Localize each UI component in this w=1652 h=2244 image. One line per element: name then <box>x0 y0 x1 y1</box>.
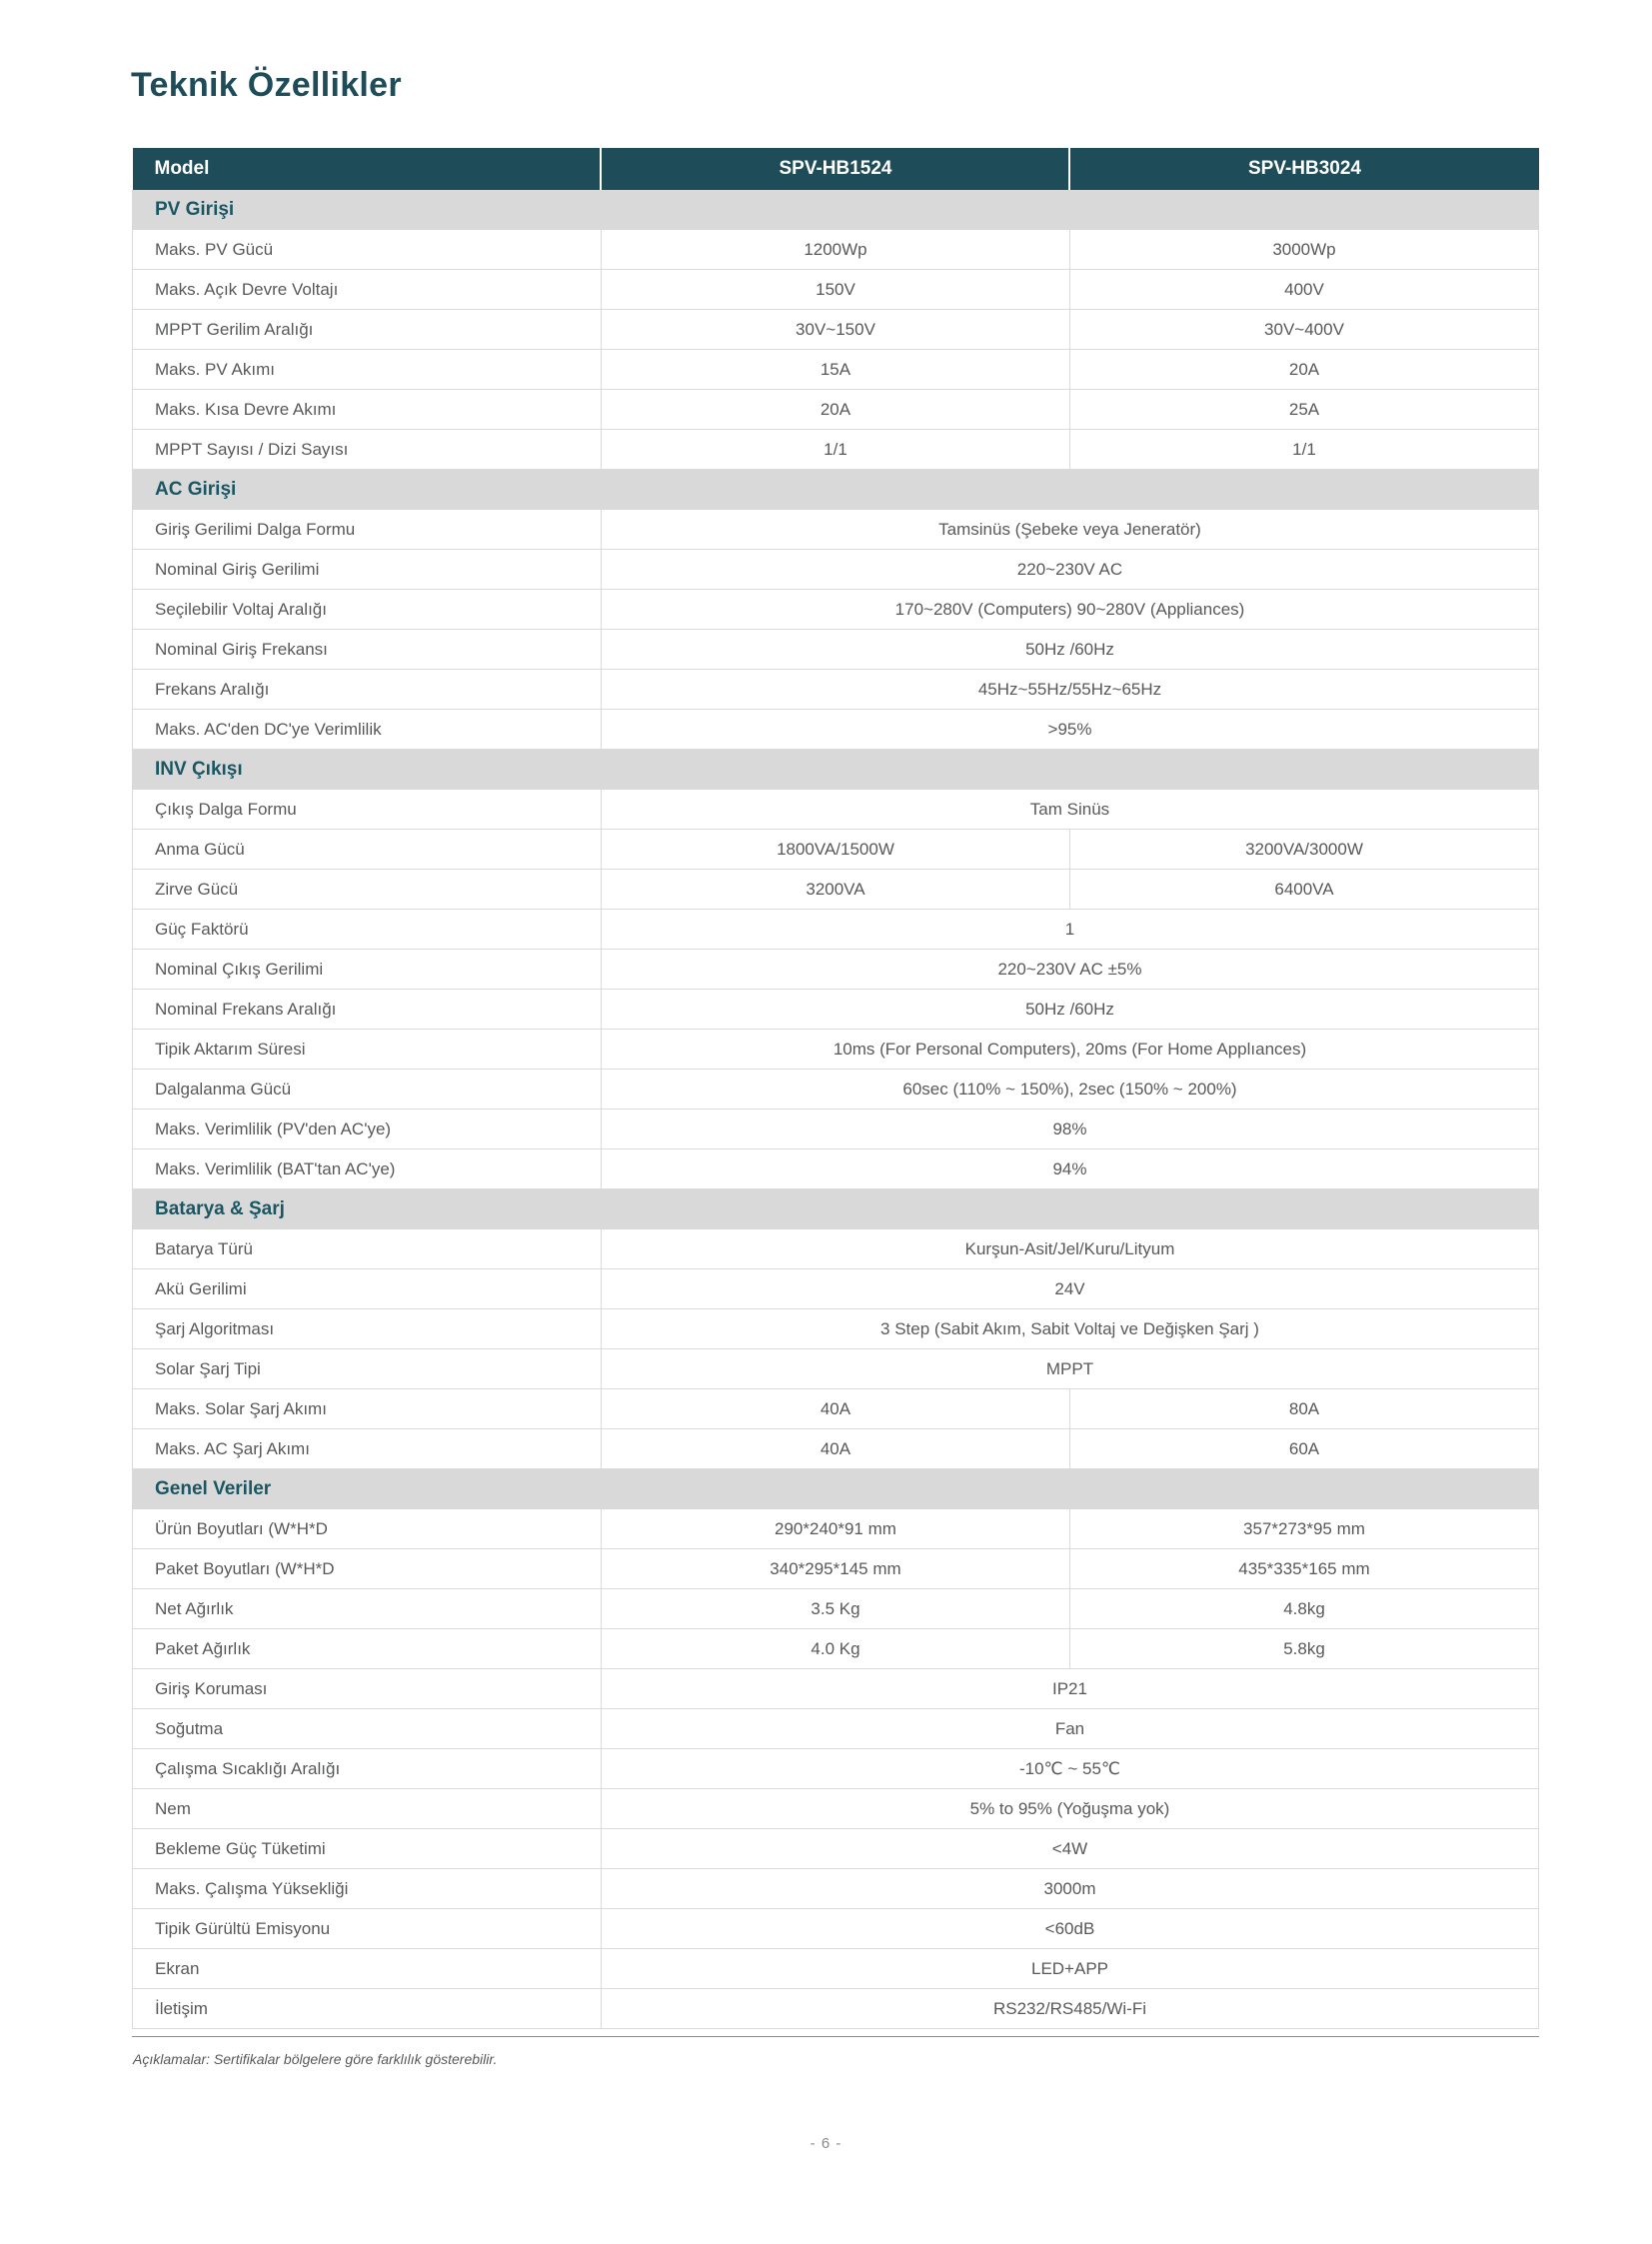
spec-label: Giriş Koruması <box>133 1669 602 1709</box>
spec-label: Maks. AC Şarj Akımı <box>133 1429 602 1469</box>
spec-table-body <box>133 190 1539 2029</box>
page-number: - 6 - <box>810 2135 842 2152</box>
spec-label: Maks. Kısa Devre Akımı <box>133 390 602 430</box>
spec-label: Seçilebilir Voltaj Aralığı <box>133 590 602 630</box>
spec-row <box>133 1789 1539 1829</box>
spec-value-shared: Tamsinüs (Şebeke veya Jeneratör) <box>601 510 1538 550</box>
spec-row <box>133 230 1539 270</box>
section-header-row <box>133 470 1539 511</box>
spec-label: Maks. Verimlilik (BAT'tan AC'ye) <box>133 1149 602 1189</box>
spec-value-model-2: 80A <box>1069 1389 1538 1429</box>
spec-row <box>133 1629 1539 1669</box>
spec-value-shared: 50Hz /60Hz <box>601 990 1538 1030</box>
spec-value-model-1: 4.0 Kg <box>601 1629 1069 1669</box>
page-title: Teknik Özellikler <box>131 66 402 104</box>
spec-value-shared: <60dB <box>601 1909 1538 1949</box>
spec-value-model-2: 3000Wp <box>1069 230 1538 270</box>
spec-label: Nominal Frekans Aralığı <box>133 990 602 1030</box>
spec-label: Maks. Solar Şarj Akımı <box>133 1389 602 1429</box>
spec-value-model-1: 340*295*145 mm <box>601 1549 1069 1589</box>
spec-value-shared: 3000m <box>601 1869 1538 1909</box>
spec-value-model-1: 150V <box>601 270 1069 310</box>
spec-label: Nominal Giriş Frekansı <box>133 630 602 670</box>
spec-label: Ürün Boyutları (W*H*D <box>133 1509 602 1549</box>
spec-row <box>133 1909 1539 1949</box>
spec-row <box>133 1030 1539 1070</box>
spec-row <box>133 710 1539 750</box>
header-cell-model: Model <box>133 148 602 190</box>
spec-value-model-2: 25A <box>1069 390 1538 430</box>
spec-value-model-1: 1/1 <box>601 430 1069 470</box>
spec-value-model-1: 40A <box>601 1429 1069 1469</box>
spec-value-shared: Tam Sinüs <box>601 790 1538 830</box>
spec-value-model-1: 290*240*91 mm <box>601 1509 1069 1549</box>
spec-label: Nem <box>133 1789 602 1829</box>
spec-label: Batarya Türü <box>133 1229 602 1269</box>
spec-row <box>133 1549 1539 1589</box>
spec-row <box>133 1709 1539 1749</box>
spec-value-model-2: 60A <box>1069 1429 1538 1469</box>
spec-row <box>133 950 1539 990</box>
spec-row <box>133 350 1539 390</box>
spec-row <box>133 1589 1539 1629</box>
spec-value-shared: 3 Step (Sabit Akım, Sabit Voltaj ve Değişken Şarj ) <box>601 1309 1538 1349</box>
spec-value-model-1: 1200Wp <box>601 230 1069 270</box>
spec-label: MPPT Gerilim Aralığı <box>133 310 602 350</box>
footnote: Açıklamalar: Sertifikalar bölgelere göre farklılık gösterebilir. <box>133 2051 498 2067</box>
spec-value-model-2: 1/1 <box>1069 430 1538 470</box>
spec-row <box>133 870 1539 910</box>
spec-row <box>133 390 1539 430</box>
spec-value-shared: RS232/RS485/Wi-Fi <box>601 1989 1538 2029</box>
spec-label: Bekleme Güç Tüketimi <box>133 1829 602 1869</box>
spec-row <box>133 1149 1539 1189</box>
spec-row <box>133 310 1539 350</box>
spec-value-model-1: 1800VA/1500W <box>601 830 1069 870</box>
spec-value-shared: Kurşun-Asit/Jel/Kuru/Lityum <box>601 1229 1538 1269</box>
spec-value-shared: IP21 <box>601 1669 1538 1709</box>
spec-value-shared: 5% to 95% (Yoğuşma yok) <box>601 1789 1538 1829</box>
spec-label: Frekans Aralığı <box>133 670 602 710</box>
spec-row <box>133 1349 1539 1389</box>
spec-row <box>133 830 1539 870</box>
spec-value-model-1: 40A <box>601 1389 1069 1429</box>
section-header-row <box>133 190 1539 230</box>
spec-value-model-2: 6400VA <box>1069 870 1538 910</box>
spec-label: Anma Gücü <box>133 830 602 870</box>
table-header-row <box>133 148 1539 190</box>
section-title: PV Girişi <box>133 190 1539 230</box>
spec-label: Tipik Gürültü Emisyonu <box>133 1909 602 1949</box>
section-header-row <box>133 750 1539 791</box>
spec-label: Paket Boyutları (W*H*D <box>133 1549 602 1589</box>
spec-label: Giriş Gerilimi Dalga Formu <box>133 510 602 550</box>
spec-row <box>133 670 1539 710</box>
section-title: AC Girişi <box>133 470 1539 511</box>
spec-value-shared: 94% <box>601 1149 1538 1189</box>
spec-label: Maks. Açık Devre Voltajı <box>133 270 602 310</box>
spec-value-shared: >95% <box>601 710 1538 750</box>
spec-row <box>133 1829 1539 1869</box>
spec-row <box>133 1989 1539 2029</box>
spec-label: Maks. PV Gücü <box>133 230 602 270</box>
spec-value-model-2: 357*273*95 mm <box>1069 1509 1538 1549</box>
section-title: INV Çıkışı <box>133 750 1539 791</box>
section-title: Batarya & Şarj <box>133 1189 1539 1230</box>
spec-value-shared: <4W <box>601 1829 1538 1869</box>
spec-value-model-2: 435*335*165 mm <box>1069 1549 1538 1589</box>
spec-value-shared: 170~280V (Computers) 90~280V (Appliances) <box>601 590 1538 630</box>
spec-row <box>133 1229 1539 1269</box>
spec-row <box>133 1309 1539 1349</box>
spec-value-shared: MPPT <box>601 1349 1538 1389</box>
spec-row <box>133 630 1539 670</box>
spec-label: Nominal Giriş Gerilimi <box>133 550 602 590</box>
spec-label: Çıkış Dalga Formu <box>133 790 602 830</box>
section-title: Genel Veriler <box>133 1469 1539 1510</box>
spec-label: İletişim <box>133 1989 602 2029</box>
section-header-row <box>133 1189 1539 1230</box>
header-cell-model-1: SPV-HB1524 <box>601 148 1069 190</box>
spec-row <box>133 1509 1539 1549</box>
spec-value-model-2: 3200VA/3000W <box>1069 830 1538 870</box>
spec-label: Çalışma Sıcaklığı Aralığı <box>133 1749 602 1789</box>
header-cell-model-2: SPV-HB3024 <box>1069 148 1538 190</box>
spec-label: Şarj Algoritması <box>133 1309 602 1349</box>
spec-value-shared: 50Hz /60Hz <box>601 630 1538 670</box>
spec-row <box>133 1669 1539 1709</box>
spec-label: Güç Faktörü <box>133 910 602 950</box>
spec-value-model-2: 400V <box>1069 270 1538 310</box>
spec-value-shared: LED+APP <box>601 1949 1538 1989</box>
spec-value-shared: 98% <box>601 1110 1538 1149</box>
spec-table <box>132 148 1539 2029</box>
spec-label: Maks. Çalışma Yüksekliği <box>133 1869 602 1909</box>
spec-label: Ekran <box>133 1949 602 1989</box>
spec-row <box>133 910 1539 950</box>
spec-value-shared: 1 <box>601 910 1538 950</box>
spec-value-model-2: 4.8kg <box>1069 1589 1538 1629</box>
spec-row <box>133 1269 1539 1309</box>
spec-label: Maks. PV Akımı <box>133 350 602 390</box>
spec-row <box>133 1949 1539 1989</box>
footer-divider <box>132 2036 1539 2037</box>
spec-value-model-2: 20A <box>1069 350 1538 390</box>
spec-label: Zirve Gücü <box>133 870 602 910</box>
spec-label: MPPT Sayısı / Dizi Sayısı <box>133 430 602 470</box>
spec-row <box>133 590 1539 630</box>
spec-row <box>133 790 1539 830</box>
spec-label: Maks. AC'den DC'ye Verimlilik <box>133 710 602 750</box>
spec-row <box>133 1429 1539 1469</box>
spec-value-model-1: 3.5 Kg <box>601 1589 1069 1629</box>
spec-value-model-1: 3200VA <box>601 870 1069 910</box>
spec-row <box>133 990 1539 1030</box>
spec-row <box>133 550 1539 590</box>
spec-row <box>133 1110 1539 1149</box>
spec-label: Solar Şarj Tipi <box>133 1349 602 1389</box>
spec-value-model-1: 30V~150V <box>601 310 1069 350</box>
spec-row <box>133 270 1539 310</box>
spec-value-model-1: 15A <box>601 350 1069 390</box>
spec-row <box>133 1070 1539 1110</box>
spec-value-shared: 220~230V AC ±5% <box>601 950 1538 990</box>
section-header-row <box>133 1469 1539 1510</box>
spec-label: Paket Ağırlık <box>133 1629 602 1669</box>
spec-value-shared: 10ms (For Personal Computers), 20ms (For Home Applıances) <box>601 1030 1538 1070</box>
spec-label: Nominal Çıkış Gerilimi <box>133 950 602 990</box>
spec-value-shared: 60sec (110% ~ 150%), 2sec (150% ~ 200%) <box>601 1070 1538 1110</box>
spec-row <box>133 510 1539 550</box>
spec-value-model-2: 30V~400V <box>1069 310 1538 350</box>
spec-row <box>133 1749 1539 1789</box>
spec-label: Maks. Verimlilik (PV'den AC'ye) <box>133 1110 602 1149</box>
spec-row <box>133 1869 1539 1909</box>
spec-value-shared: 220~230V AC <box>601 550 1538 590</box>
spec-label: Akü Gerilimi <box>133 1269 602 1309</box>
spec-row <box>133 1389 1539 1429</box>
spec-label: Soğutma <box>133 1709 602 1749</box>
spec-value-shared: 45Hz~55Hz/55Hz~65Hz <box>601 670 1538 710</box>
spec-label: Net Ağırlık <box>133 1589 602 1629</box>
spec-value-shared: -10℃ ~ 55℃ <box>601 1749 1538 1789</box>
spec-label: Tipik Aktarım Süresi <box>133 1030 602 1070</box>
spec-label: Dalgalanma Gücü <box>133 1070 602 1110</box>
spec-row <box>133 430 1539 470</box>
spec-value-model-1: 20A <box>601 390 1069 430</box>
spec-value-shared: 24V <box>601 1269 1538 1309</box>
spec-value-model-2: 5.8kg <box>1069 1629 1538 1669</box>
spec-value-shared: Fan <box>601 1709 1538 1749</box>
